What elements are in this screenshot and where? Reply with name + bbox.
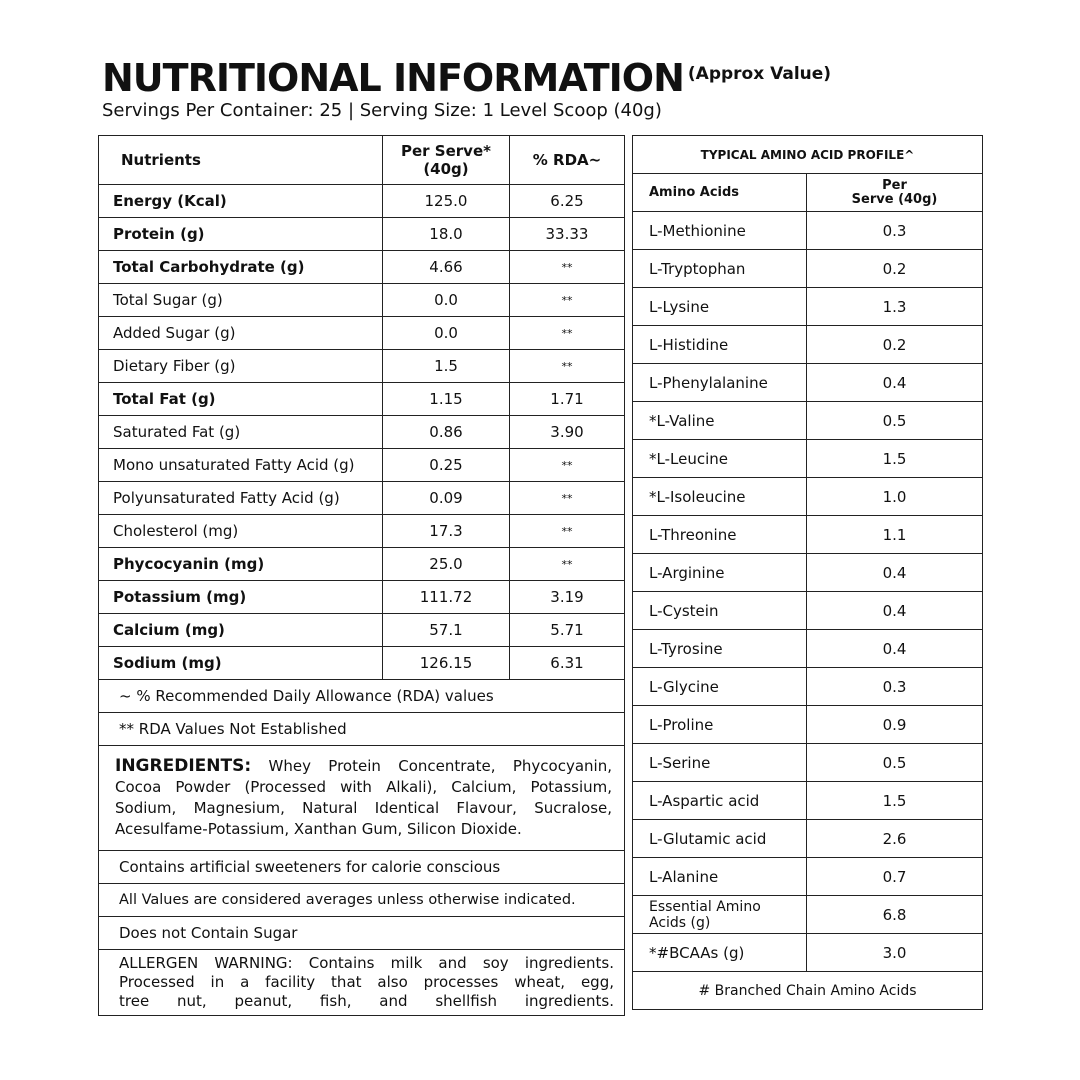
col-amino-value: Per Serve (40g)	[807, 174, 983, 212]
not-established-note: ** RDA Values Not Established	[99, 713, 625, 746]
amino-name: L-Threonine	[633, 516, 807, 554]
approx-label: (Approx Value)	[687, 64, 832, 84]
nutrient-rda: 6.31	[510, 647, 625, 680]
amino-name: L-Lysine	[633, 288, 807, 326]
sweetener-note: Contains artificial sweeteners for calorie conscious	[99, 851, 625, 884]
nutrient-name: Protein (g)	[99, 218, 383, 251]
nutrient-rda: 33.33	[510, 218, 625, 251]
amino-name: *L-Leucine	[633, 440, 807, 478]
amino-value: 0.4	[807, 364, 983, 402]
amino-value: 0.4	[807, 554, 983, 592]
amino-value: 1.3	[807, 288, 983, 326]
ingredients	[99, 746, 625, 851]
amino-name: L-Glutamic acid	[633, 820, 807, 858]
nutrient-name: Polyunsaturated Fatty Acid (g)	[99, 482, 383, 515]
amino-name: L-Tyrosine	[633, 630, 807, 668]
table-row	[99, 581, 625, 614]
nutrient-value: 0.25	[383, 449, 510, 482]
table-row	[633, 782, 983, 820]
table-row	[633, 858, 983, 896]
amino-name: L-Proline	[633, 706, 807, 744]
nutrient-rda: **	[510, 350, 625, 383]
nutrient-rda: **	[510, 449, 625, 482]
nutrient-rda: **	[510, 548, 625, 581]
ingredients-row	[99, 746, 625, 851]
nutrient-name: Added Sugar (g)	[99, 317, 383, 350]
ingredients-label: INGREDIENTS:	[115, 756, 252, 776]
table-row	[99, 284, 625, 317]
table-row	[99, 548, 625, 581]
table-row	[99, 218, 625, 251]
essential-value: 6.8	[807, 896, 983, 934]
table-row	[633, 630, 983, 668]
table-row	[99, 383, 625, 416]
table-row	[633, 744, 983, 782]
nutrient-rda: 3.90	[510, 416, 625, 449]
amino-name: L-Alanine	[633, 858, 807, 896]
sugar-note: Does not Contain Sugar	[99, 917, 625, 950]
table-row	[633, 592, 983, 630]
not-established-row	[99, 713, 625, 746]
amino-value: 0.7	[807, 858, 983, 896]
amino-name: L-Phenylalanine	[633, 364, 807, 402]
col-nutrients: Nutrients	[99, 136, 383, 185]
table-row	[99, 416, 625, 449]
bcaa-label: *#BCAAs (g)	[633, 934, 807, 972]
amino-value: 2.6	[807, 820, 983, 858]
nutrient-rda: **	[510, 251, 625, 284]
rda-note: ~ % Recommended Daily Allowance (RDA) values	[99, 680, 625, 713]
amino-header-row	[633, 174, 983, 212]
table-row	[99, 482, 625, 515]
table-row	[633, 440, 983, 478]
table-row	[633, 516, 983, 554]
nutrient-name: Phycocyanin (mg)	[99, 548, 383, 581]
amino-name: L-Methionine	[633, 212, 807, 250]
nutrient-name: Energy (Kcal)	[99, 185, 383, 218]
amino-title-row	[633, 136, 983, 174]
sweetener-row	[99, 851, 625, 884]
amino-name: *L-Isoleucine	[633, 478, 807, 516]
nutrient-name: Sodium (mg)	[99, 647, 383, 680]
nutrient-name: Saturated Fat (g)	[99, 416, 383, 449]
averages-row	[99, 884, 625, 917]
col-rda: % RDA~	[510, 136, 625, 185]
table-row	[633, 288, 983, 326]
nutrient-value: 0.09	[383, 482, 510, 515]
nutrient-name: Dietary Fiber (g)	[99, 350, 383, 383]
table-row	[633, 554, 983, 592]
nutrition-header-row	[99, 136, 625, 185]
table-row	[633, 478, 983, 516]
sugar-row	[99, 917, 625, 950]
table-row	[99, 614, 625, 647]
rda-note-row	[99, 680, 625, 713]
table-row	[633, 402, 983, 440]
nutrient-value: 18.0	[383, 218, 510, 251]
amino-value: 0.4	[807, 630, 983, 668]
table-row	[633, 820, 983, 858]
bcaa-footnote: # Branched Chain Amino Acids	[633, 972, 983, 1010]
nutrient-rda: **	[510, 482, 625, 515]
amino-title: TYPICAL AMINO ACID PROFILE^	[633, 136, 983, 174]
nutrient-name: Cholesterol (mg)	[99, 515, 383, 548]
nutrient-value: 25.0	[383, 548, 510, 581]
nutrient-name: Mono unsaturated Fatty Acid (g)	[99, 449, 383, 482]
amino-name: L-Serine	[633, 744, 807, 782]
amino-value: 0.3	[807, 212, 983, 250]
nutrient-rda: 6.25	[510, 185, 625, 218]
table-row	[99, 449, 625, 482]
nutrient-value: 4.66	[383, 251, 510, 284]
essential-row	[633, 896, 983, 934]
nutrient-value: 0.0	[383, 284, 510, 317]
title-block	[102, 56, 831, 100]
amino-value: 1.0	[807, 478, 983, 516]
amino-value: 0.5	[807, 402, 983, 440]
nutrient-value: 126.15	[383, 647, 510, 680]
nutrient-rda: **	[510, 515, 625, 548]
amino-value: 0.4	[807, 592, 983, 630]
amino-name: *L-Valine	[633, 402, 807, 440]
nutrient-rda: 3.19	[510, 581, 625, 614]
amino-name: L-Tryptophan	[633, 250, 807, 288]
essential-label: Essential Amino Acids (g)	[633, 896, 807, 934]
table-row	[633, 250, 983, 288]
nutrient-name: Total Fat (g)	[99, 383, 383, 416]
nutrient-value: 125.0	[383, 185, 510, 218]
amino-value: 1.1	[807, 516, 983, 554]
table-row	[633, 212, 983, 250]
amino-name: L-Cystein	[633, 592, 807, 630]
table-row	[633, 364, 983, 402]
nutrient-rda: **	[510, 317, 625, 350]
amino-value: 1.5	[807, 440, 983, 478]
amino-value: 1.5	[807, 782, 983, 820]
bcaa-value: 3.0	[807, 934, 983, 972]
table-row	[633, 706, 983, 744]
nutrient-rda: **	[510, 284, 625, 317]
nutrient-value: 57.1	[383, 614, 510, 647]
table-row	[99, 350, 625, 383]
amino-name: L-Histidine	[633, 326, 807, 364]
nutrient-name: Potassium (mg)	[99, 581, 383, 614]
serving-info: Servings Per Container: 25 | Serving Size: 1 Level Scoop (40g)	[102, 100, 662, 121]
table-row	[633, 326, 983, 364]
nutrition-table	[98, 135, 625, 1016]
nutrient-value: 0.86	[383, 416, 510, 449]
amino-value: 0.2	[807, 326, 983, 364]
amino-name: L-Aspartic acid	[633, 782, 807, 820]
amino-value: 0.2	[807, 250, 983, 288]
footnote-row	[633, 972, 983, 1010]
table-row	[99, 251, 625, 284]
amino-table	[632, 135, 983, 1010]
nutrient-value: 1.5	[383, 350, 510, 383]
allergen-warning: ALLERGEN WARNING: Contains milk and soy ingredients. Processed in a facility that also processes wheat, egg, tree nut, peanut, fish, and shellfish ingredients.	[99, 950, 625, 1016]
table-row	[633, 668, 983, 706]
allergen-row	[99, 950, 625, 1016]
table-row	[99, 185, 625, 218]
nutrient-rda: 5.71	[510, 614, 625, 647]
amino-value: 0.9	[807, 706, 983, 744]
amino-name: L-Arginine	[633, 554, 807, 592]
nutrient-name: Total Carbohydrate (g)	[99, 251, 383, 284]
nutrient-value: 1.15	[383, 383, 510, 416]
nutrient-value: 0.0	[383, 317, 510, 350]
amino-name: L-Glycine	[633, 668, 807, 706]
nutrient-value: 17.3	[383, 515, 510, 548]
table-row	[99, 647, 625, 680]
averages-note: All Values are considered averages unless otherwise indicated.	[99, 884, 625, 917]
nutrient-name: Total Sugar (g)	[99, 284, 383, 317]
amino-value: 0.5	[807, 744, 983, 782]
col-per-serve: Per Serve* (40g)	[383, 136, 510, 185]
nutrient-value: 111.72	[383, 581, 510, 614]
amino-value: 0.3	[807, 668, 983, 706]
bcaa-row	[633, 934, 983, 972]
ingredients-text: Whey Protein Concentrate, Phycocyanin, Cocoa Powder (Processed with Alkali), Calcium, Potassium, Sodium, Magnesium, Natural Identical Flavour, Sucralose, Acesulfame-Potassium, Xanthan Gum, Silicon Dioxide.	[115, 757, 612, 838]
table-row	[99, 317, 625, 350]
nutrient-name: Calcium (mg)	[99, 614, 383, 647]
page-title: NUTRITIONAL INFORMATION	[102, 56, 684, 100]
nutrient-rda: 1.71	[510, 383, 625, 416]
table-row	[99, 515, 625, 548]
col-amino-name: Amino Acids	[633, 174, 807, 212]
